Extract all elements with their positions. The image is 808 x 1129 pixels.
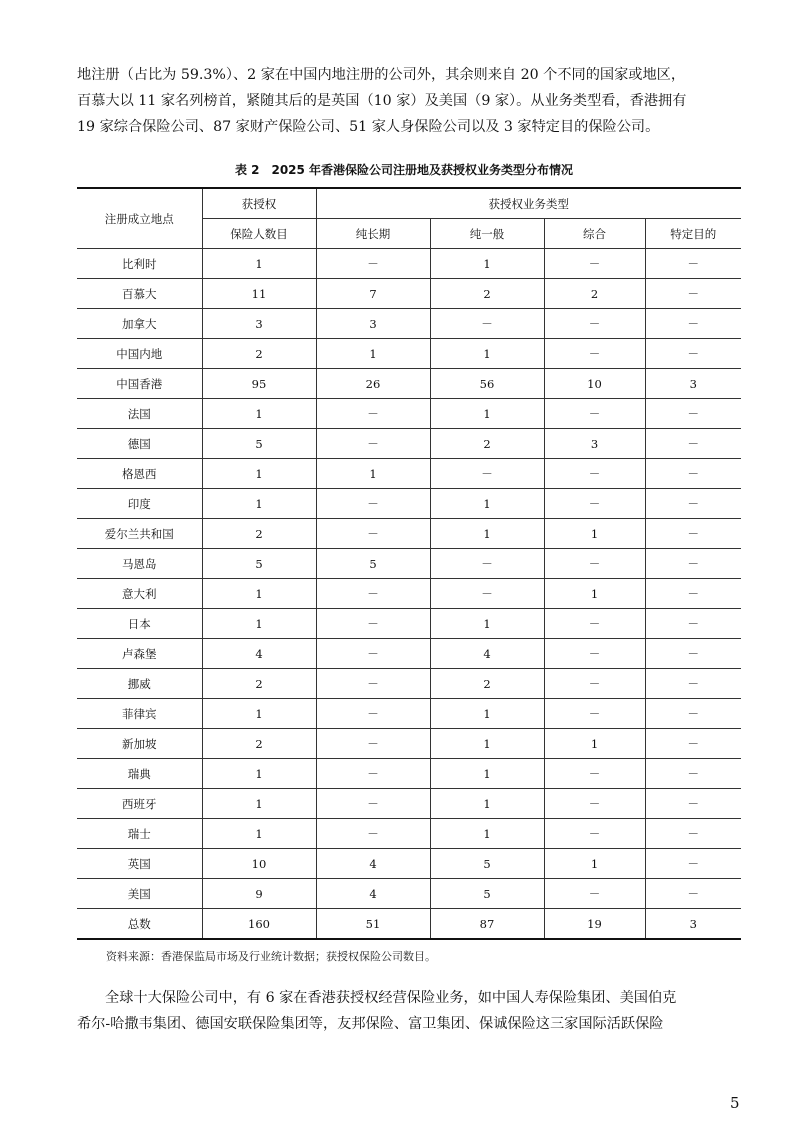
cell-place: 瑞典 [77,759,202,789]
cell-insurer-count: 2 [202,519,316,549]
table-row [77,309,741,339]
cell-insurer-count: 5 [202,549,316,579]
cell-special-purpose: － [645,279,741,309]
cell-place: 挪威 [77,669,202,699]
header-general: 纯一般 [430,219,544,249]
cell-composite: 10 [544,369,645,399]
table-source-note: 资料来源：香港保监局市场及行业统计数据；获授权保险公司数目。 [106,950,436,963]
cell-special-purpose: － [645,339,741,369]
cell-special-purpose: 3 [645,909,741,940]
cell-place: 印度 [77,489,202,519]
table-caption: 表 2 2025 年香港保险公司注册地及获授权业务类型分布情况 [234,163,574,177]
cell-long-term: － [316,789,430,819]
cell-long-term: － [316,819,430,849]
cell-general: 5 [430,879,544,909]
cell-general: 1 [430,339,544,369]
cell-special-purpose: － [645,429,741,459]
table-row [77,549,741,579]
table-row [77,819,741,849]
cell-composite: － [544,489,645,519]
cell-place: 法国 [77,399,202,429]
cell-general: 1 [430,789,544,819]
cell-long-term: － [316,669,430,699]
cell-insurer-count: 2 [202,669,316,699]
table-total-row [77,909,741,940]
cell-insurer-count: 1 [202,249,316,279]
table-row [77,339,741,369]
cell-special-purpose: － [645,849,741,879]
cell-general: 1 [430,249,544,279]
cell-composite: － [544,669,645,699]
cell-composite: － [544,459,645,489]
cell-special-purpose: － [645,879,741,909]
cell-insurer-count: 1 [202,759,316,789]
cell-long-term: － [316,699,430,729]
cell-insurer-count: 9 [202,879,316,909]
table-row [77,519,741,549]
cell-special-purpose: － [645,399,741,429]
cell-insurer-count: 10 [202,849,316,879]
cell-long-term: － [316,759,430,789]
cell-composite: － [544,609,645,639]
cell-long-term: 26 [316,369,430,399]
table-row [77,789,741,819]
cell-general: 1 [430,729,544,759]
cell-long-term: － [316,399,430,429]
cell-long-term: 4 [316,849,430,879]
cell-composite: － [544,789,645,819]
cell-general: 2 [430,669,544,699]
cell-general: 4 [430,639,544,669]
cell-general: 2 [430,279,544,309]
cell-special-purpose: － [645,759,741,789]
paragraph-line: 百慕大以 11 家名列榜首，紧随其后的是英国（10 家）及美国（9 家）。从业务类型看，香港拥有 [77,93,687,109]
cell-special-purpose: － [645,309,741,339]
cell-composite: 1 [544,519,645,549]
cell-insurer-count: 5 [202,429,316,459]
cell-place: 中国内地 [77,339,202,369]
paragraph-line: 希尔-哈撒韦集团、德国安联保险集团等，友邦保险、富卫集团、保诚保险这三家国际活跃保险 [77,1016,664,1032]
cell-place: 中国香港 [77,369,202,399]
cell-special-purpose: － [645,489,741,519]
insurer-distribution-table [77,187,741,940]
header-business-type: 获授权业务类型 [316,188,741,219]
cell-composite: － [544,639,645,669]
cell-insurer-count: 1 [202,609,316,639]
cell-long-term: 7 [316,279,430,309]
cell-long-term: 51 [316,909,430,940]
cell-insurer-count: 160 [202,909,316,940]
table-row [77,669,741,699]
cell-insurer-count: 2 [202,339,316,369]
cell-long-term: － [316,519,430,549]
cell-special-purpose: － [645,609,741,639]
cell-long-term: 4 [316,879,430,909]
cell-place: 英国 [77,849,202,879]
cell-insurer-count: 3 [202,309,316,339]
table-row [77,759,741,789]
cell-composite: 2 [544,279,645,309]
table-row [77,639,741,669]
cell-general: 5 [430,849,544,879]
cell-long-term: 3 [316,309,430,339]
cell-place: 加拿大 [77,309,202,339]
table-row [77,249,741,279]
cell-general: 87 [430,909,544,940]
cell-general: 1 [430,489,544,519]
cell-general: 2 [430,429,544,459]
cell-general: 1 [430,399,544,429]
cell-long-term: 1 [316,459,430,489]
cell-special-purpose: 3 [645,369,741,399]
cell-place: 百慕大 [77,279,202,309]
cell-place: 卢森堡 [77,639,202,669]
cell-place: 马恩岛 [77,549,202,579]
header-composite: 综合 [544,219,645,249]
cell-special-purpose: － [645,639,741,669]
cell-general: 1 [430,519,544,549]
cell-insurer-count: 11 [202,279,316,309]
cell-composite: － [544,879,645,909]
cell-insurer-count: 1 [202,459,316,489]
cell-place: 爱尔兰共和国 [77,519,202,549]
paragraph-line: 19 家综合保险公司、87 家财产保险公司、51 家人身保险公司以及 3 家特定目的保险公司。 [77,119,660,135]
cell-general: － [430,579,544,609]
header-place: 注册成立地点 [77,188,202,249]
cell-place: 意大利 [77,579,202,609]
cell-special-purpose: － [645,819,741,849]
cell-composite: － [544,549,645,579]
cell-insurer-count: 2 [202,729,316,759]
cell-composite: 1 [544,729,645,759]
table-row [77,579,741,609]
table-row [77,489,741,519]
cell-insurer-count: 1 [202,819,316,849]
cell-composite: － [544,699,645,729]
table-row [77,369,741,399]
cell-insurer-count: 1 [202,399,316,429]
cell-composite: － [544,339,645,369]
cell-special-purpose: － [645,789,741,819]
cell-general: － [430,309,544,339]
header-special-purpose: 特定目的 [645,219,741,249]
cell-special-purpose: － [645,699,741,729]
cell-long-term: － [316,489,430,519]
cell-composite: 3 [544,429,645,459]
table-row [77,429,741,459]
table-row [77,609,741,639]
table-row [77,729,741,759]
cell-insurer-count: 1 [202,789,316,819]
intro-paragraph [77,62,741,140]
cell-place: 美国 [77,879,202,909]
cell-general: － [430,459,544,489]
paragraph-line: 地注册（占比为 59.3%）、2 家在中国内地注册的公司外，其余则来自 20 个不同的国家或地区， [77,67,686,83]
cell-insurer-count: 95 [202,369,316,399]
cell-insurer-count: 4 [202,639,316,669]
cell-insurer-count: 1 [202,579,316,609]
cell-general: － [430,549,544,579]
paragraph-line: 全球十大保险公司中，有 6 家在香港获授权经营保险业务，如中国人寿保险集团、美国伯克 [105,990,677,1006]
cell-place: 德国 [77,429,202,459]
table-row [77,699,741,729]
cell-general: 1 [430,609,544,639]
cell-long-term: － [316,729,430,759]
cell-place: 新加坡 [77,729,202,759]
cell-special-purpose: － [645,669,741,699]
header-authorized-count: 保险人数目 [202,219,316,249]
cell-special-purpose: － [645,519,741,549]
closing-paragraph [77,985,741,1037]
cell-place: 比利时 [77,249,202,279]
cell-composite: － [544,309,645,339]
cell-composite: 1 [544,849,645,879]
cell-insurer-count: 1 [202,699,316,729]
table-row [77,879,741,909]
cell-special-purpose: － [645,459,741,489]
cell-place: 日本 [77,609,202,639]
cell-general: 1 [430,759,544,789]
cell-general: 1 [430,819,544,849]
cell-special-purpose: － [645,249,741,279]
cell-composite: － [544,819,645,849]
cell-special-purpose: － [645,549,741,579]
cell-composite: 1 [544,579,645,609]
table-row [77,399,741,429]
cell-long-term: － [316,249,430,279]
cell-long-term: 1 [316,339,430,369]
cell-general: 1 [430,699,544,729]
cell-insurer-count: 1 [202,489,316,519]
table-row [77,279,741,309]
cell-place: 西班牙 [77,789,202,819]
cell-composite: － [544,249,645,279]
cell-composite: － [544,759,645,789]
header-authorized-top: 获授权 [202,188,316,219]
cell-long-term: － [316,429,430,459]
cell-long-term: － [316,639,430,669]
cell-special-purpose: － [645,579,741,609]
cell-composite: 19 [544,909,645,940]
table-row [77,849,741,879]
cell-special-purpose: － [645,729,741,759]
page-number: 5 [730,1094,740,1112]
cell-composite: － [544,399,645,429]
header-long-term: 纯长期 [316,219,430,249]
cell-long-term: 5 [316,549,430,579]
cell-long-term: － [316,609,430,639]
cell-place: 格恩西 [77,459,202,489]
table-row [77,459,741,489]
cell-general: 56 [430,369,544,399]
cell-place: 菲律宾 [77,699,202,729]
cell-long-term: － [316,579,430,609]
cell-place: 瑞士 [77,819,202,849]
cell-place: 总数 [77,909,202,940]
